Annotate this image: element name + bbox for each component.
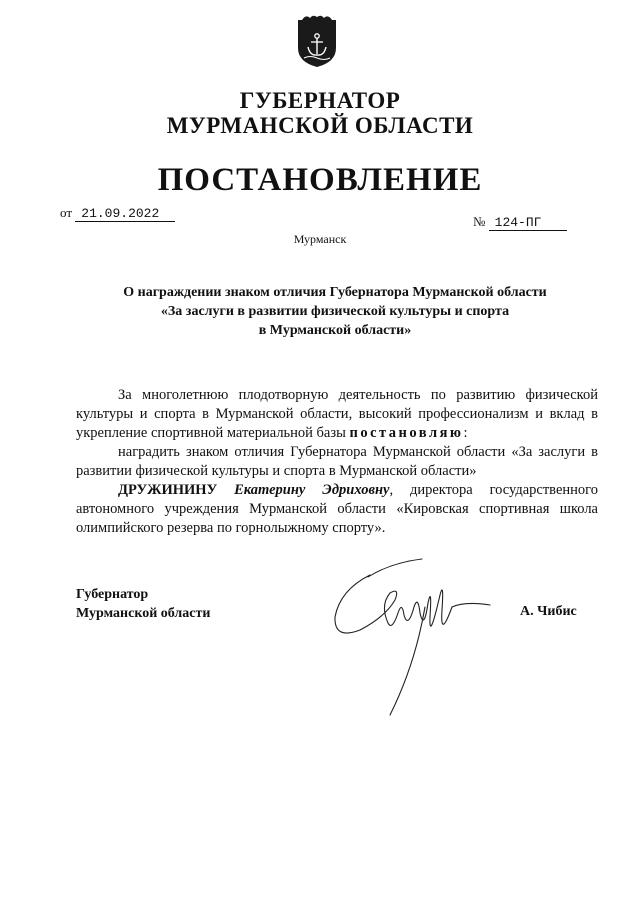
number-prefix: № — [473, 214, 486, 229]
coat-of-arms-icon — [296, 14, 338, 68]
number-field — [473, 214, 567, 231]
issuer-title-line2: МУРМАНСКОЙ ОБЛАСТИ — [166, 113, 474, 138]
document-number: 124-ПГ — [489, 215, 567, 231]
body-paragraph-1 — [76, 386, 598, 443]
document-type-title: ПОСТАНОВЛЕНИЕ — [157, 162, 483, 198]
body-text: За многолетнюю плодотворную деятельность по развитию физической культуры и спорта в Мурманской области, высокий профессионализм и вклад в укрепление спортивной материальной базы — [76, 387, 598, 441]
subject-line: О награждении знаком отличия Губернатора Мурманской области — [123, 285, 547, 300]
city-label: Мурманск — [293, 232, 347, 246]
document-body — [76, 386, 598, 538]
body-text: : — [463, 425, 468, 441]
awardee-name: Екатерину Эдриховну — [234, 482, 390, 498]
date-prefix: от — [60, 205, 73, 220]
date-field — [60, 205, 175, 222]
signatory-position-line: Губернатор — [76, 587, 149, 602]
awardee-surname: ДРУЖИНИНУ — [118, 482, 218, 498]
subject-heading — [90, 283, 580, 340]
body-paragraph-2: наградить знаком отличия Губернатора Мурманской области «За заслуги в развитии физической культуры и спорта в Мурманской области» — [76, 444, 598, 479]
body-paragraph-3 — [76, 481, 598, 538]
signatory-position-line: Мурманской области — [76, 606, 211, 621]
decree-word: постановляю — [349, 425, 464, 441]
signatory-position — [76, 585, 210, 623]
issuer-title-line1: ГУБЕРНАТОР — [239, 88, 401, 113]
subject-line: «За заслуги в развитии физической культуры и спорта — [160, 304, 510, 319]
handwritten-signature — [330, 555, 500, 720]
document-date: 21.09.2022 — [75, 206, 175, 222]
signatory-name: А. Чибис — [520, 604, 577, 619]
body-text: , директора государственного автономного учреждения Мурманской области «Кировская спортивная школа олимпийского резерва по горнолыжному спорту». — [76, 482, 598, 536]
subject-line: в Мурманской области» — [258, 323, 412, 338]
